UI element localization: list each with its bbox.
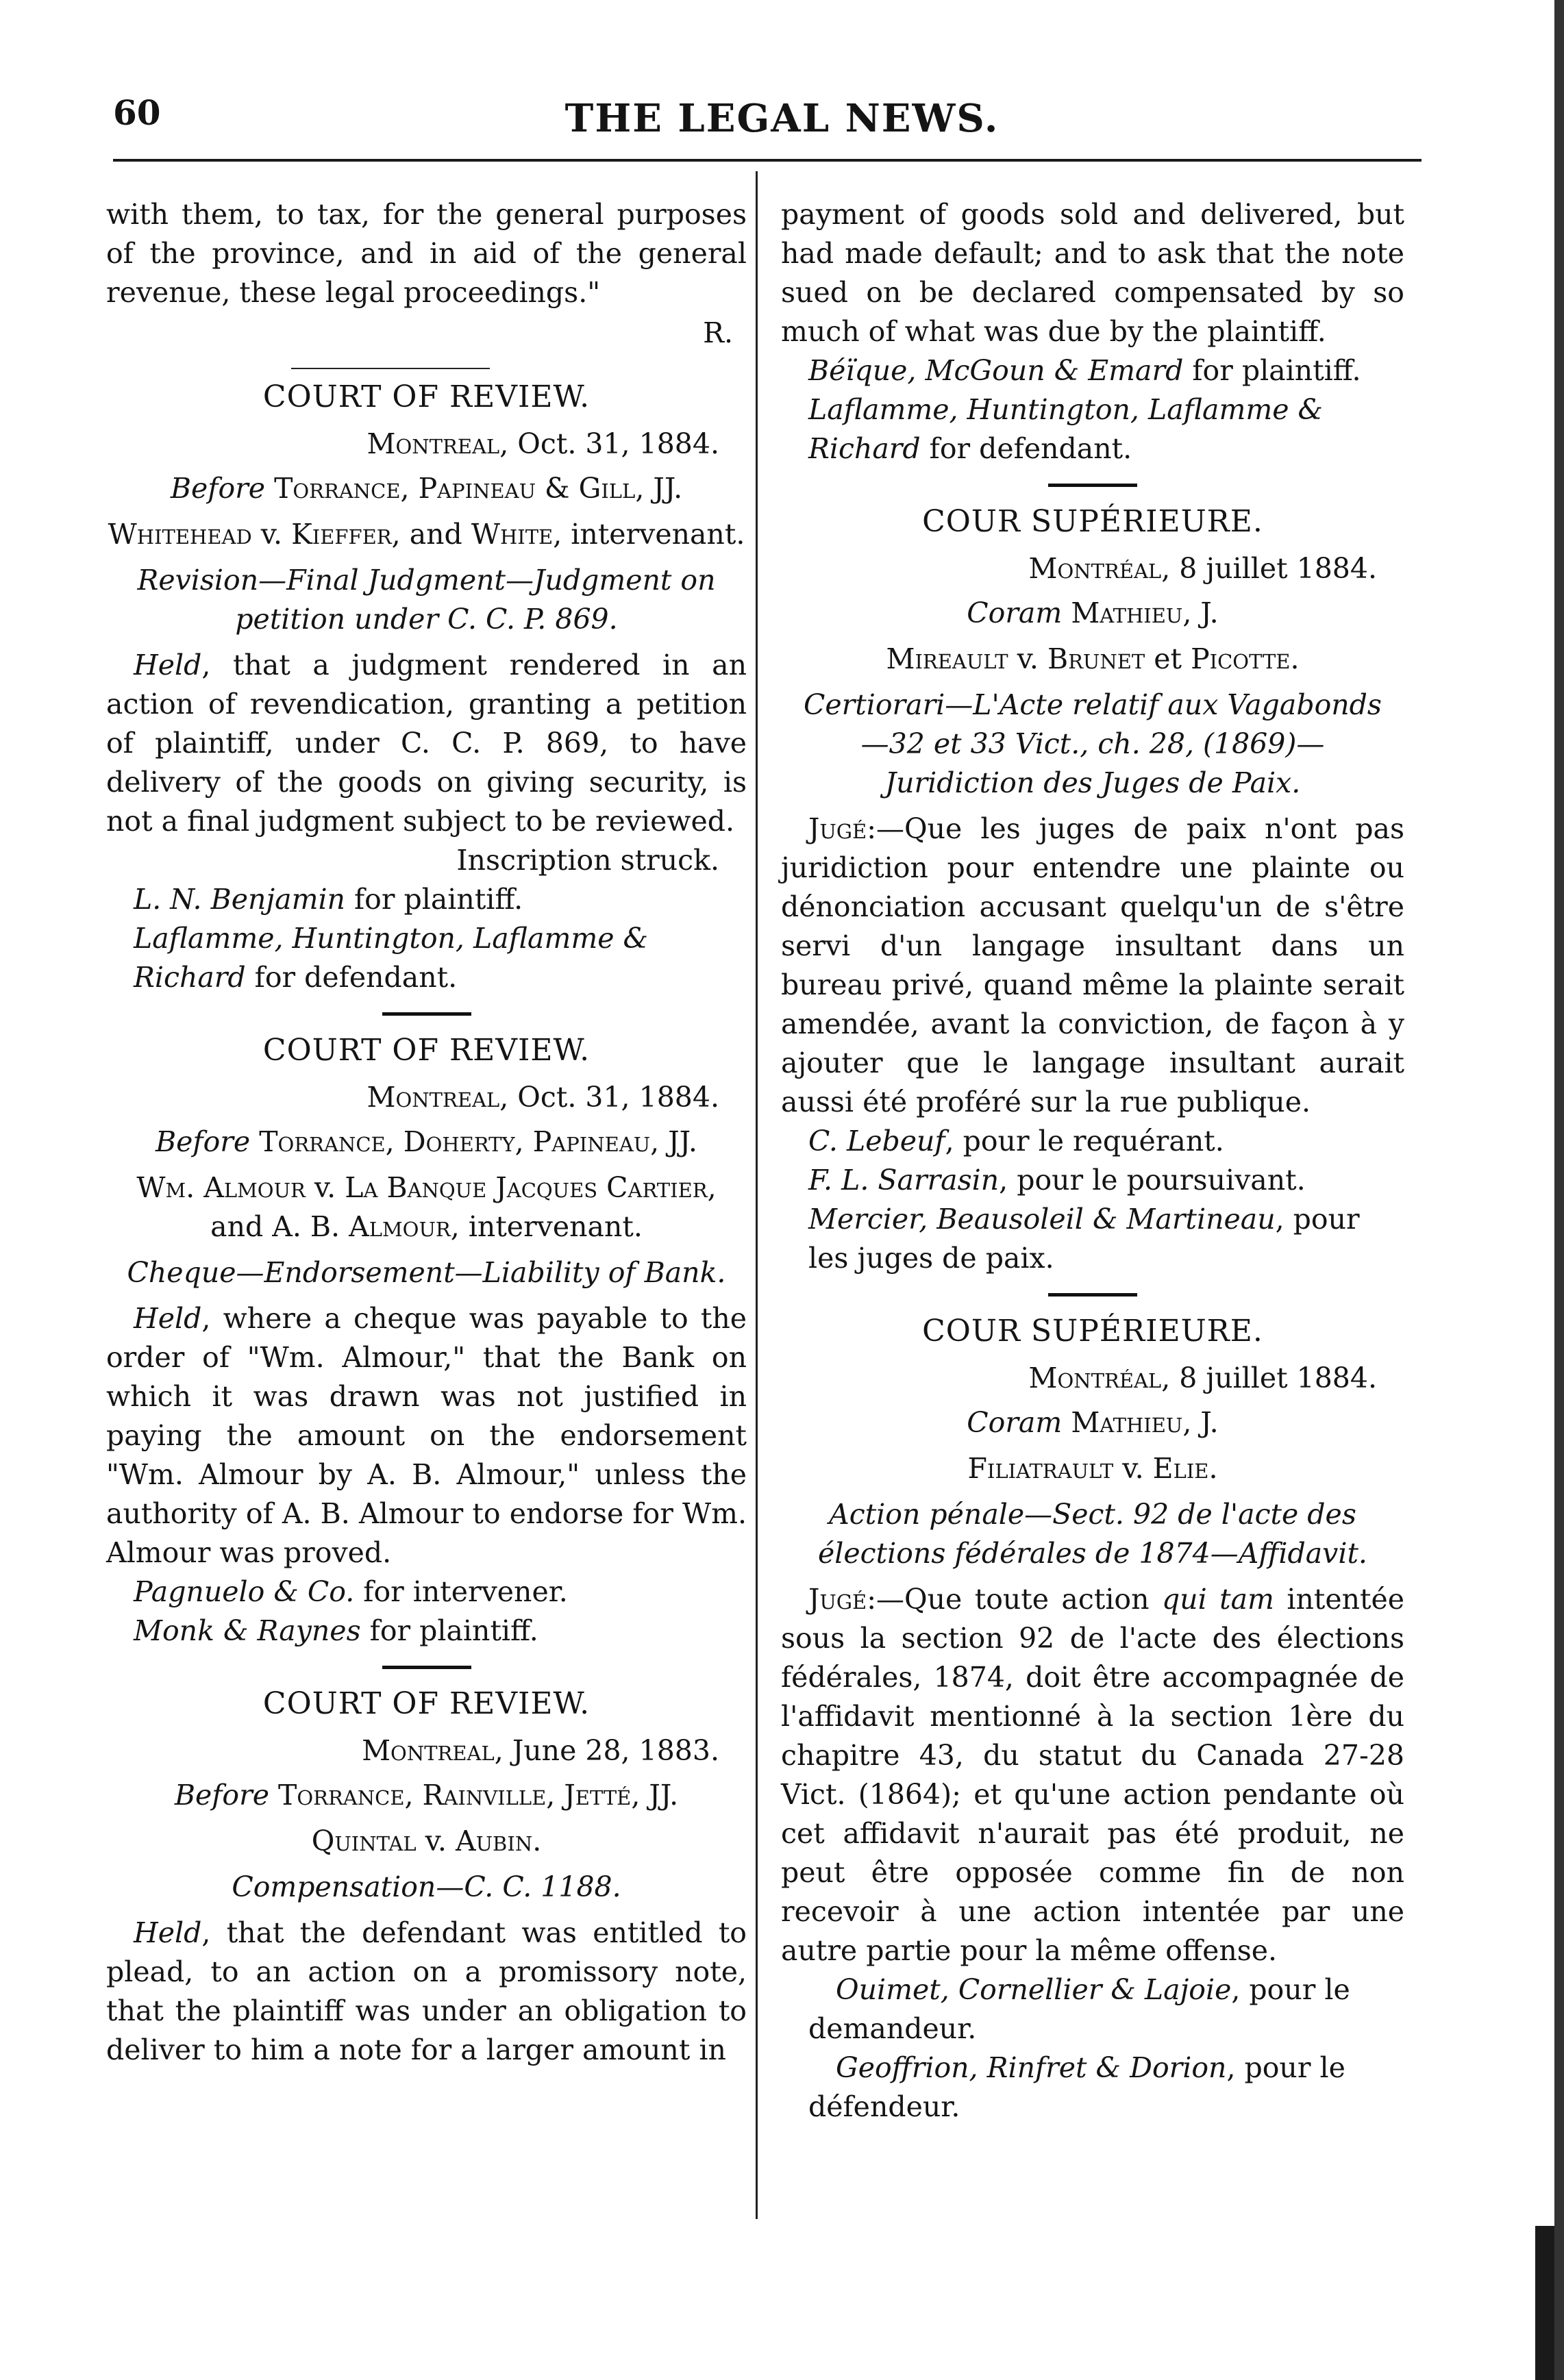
case-parties: Mireault v. Brunet et Picotte. [886, 642, 1300, 675]
counsel-line: C. Lebeuf, pour le requérant. [808, 1125, 1224, 1157]
bench: Before Torrance, Papineau & Gill, JJ. [170, 472, 683, 505]
right-column [781, 195, 1404, 2127]
header-rule [113, 159, 1422, 162]
bench: Coram Mathieu, J. [967, 597, 1219, 629]
dateline: Montréal, 8 juillet 1884. [1028, 1362, 1377, 1394]
case-rubric: Action pénale—Sect. 92 de l'acte des élections fédérales de 1874—Affidavit. [818, 1498, 1367, 1570]
counsel-line: Laflamme, Huntington, Laflamme & Richard for defendant. [808, 393, 1323, 465]
section-rule [382, 1012, 471, 1016]
court-heading: COURT OF REVIEW. [262, 379, 591, 414]
section-rule [291, 368, 490, 369]
page-edge-shadow [1535, 2226, 1554, 2380]
left-column [106, 195, 747, 2070]
counsel-line: Ouimet, Cornellier & Lajoie, pour le demandeur. [808, 1973, 1350, 2045]
section-rule [1048, 484, 1137, 487]
page-number: 60 [113, 92, 161, 133]
column-rule [756, 171, 758, 2219]
counsel-line: Geoffrion, Rinfret & Dorion, pour le défendeur. [808, 2051, 1345, 2123]
case-rubric: Compensation—C. C. 1188. [232, 1870, 621, 1903]
case-parties: Quintal v. Aubin. [311, 1825, 542, 1857]
case-quintal-aubin [106, 1684, 747, 2070]
case-parties: Wm. Almour v. La Banque Jacques Cartier, and A. B. Almour, intervenant. [136, 1171, 717, 1243]
case-rubric: Certiorari—L'Acte relatif aux Vagabonds—32 et 33 Vict., ch. 28, (1869)—Juridiction des Juges de Paix. [804, 688, 1382, 799]
held-paragraph: Held, that the defendant was entitled to plead, to an action on a promissory note, that the plaintiff was under an obligation to deliver to him a note for a larger amount in [106, 1916, 747, 2066]
section-rule [1048, 1293, 1137, 1297]
held-paragraph: Held, that a judgment rendered in an action of revendication, granting a petition of plaintiff, under C. C. P. 869, to have delivery of the goods on giving security, is not a final judgment subject to be reviewed. [106, 649, 747, 838]
counsel-line: Laflamme, Huntington, Laflamme & Richard for defendant. [134, 922, 648, 994]
case-filiatrault-elie [781, 1312, 1404, 2127]
counsel-line: Monk & Raynes for plaintiff. [134, 1614, 538, 1647]
bench: Before Torrance, Rainville, Jetté, JJ. [174, 1779, 679, 1812]
case-parties: Whitehead v. Kieffer, and White, intervenant. [108, 518, 745, 551]
page-edge [1554, 0, 1564, 2380]
section-rule [382, 1666, 471, 1669]
court-heading: COUR SUPÉRIEURE. [922, 504, 1263, 539]
dateline: Montréal, 8 juillet 1884. [1028, 552, 1377, 585]
counsel-line: Béïque, McGoun & Emard for plaintiff. [808, 354, 1361, 387]
case-parties: Filiatrault v. Elie. [967, 1452, 1218, 1485]
bench: Coram Mathieu, J. [967, 1406, 1219, 1439]
case-rubric: Cheque—Endorsement—Liability of Bank. [127, 1256, 726, 1289]
counsel-line: Pagnuelo & Co. for intervener. [134, 1575, 568, 1608]
counsel-line: Mercier, Beausoleil & Martineau, pour les juges de paix. [808, 1203, 1360, 1275]
intro-signature: R. [703, 316, 733, 349]
counsel-line: F. L. Sarrasin, pour le poursuivant. [808, 1164, 1306, 1197]
dateline: Montreal, Oct. 31, 1884. [367, 427, 719, 460]
intro-paragraph: with them, to tax, for the general purposes of the province, and in aid of the general revenue, these legal proceedings." [106, 198, 747, 309]
juge-paragraph: Jugé:—Que toute action qui tam intentée sous la section 92 de l'acte des élections fédérales, 1874, doit être accompagnée de l'affidavit mentionné à la section 1ère du chapitre 43, du statut du Canada 27-28 Vict. (1864); et qu'une action pendante où cet affidavit n'aurait pas été produit, ne peut être opposée comme fin de non recevoir à une action intentée par une autre partie pour la même offense. [781, 1583, 1404, 1967]
counsel-line: L. N. Benjamin for plaintiff. [134, 883, 523, 916]
case-whitehead-kieffer [106, 377, 747, 997]
running-head: THE LEGAL NEWS. [564, 96, 1000, 141]
case-almour-banque [106, 1031, 747, 1651]
continued-paragraph: payment of goods sold and delivered, but had made default; and to ask that the note sued on be declared compensated by so much of what was due by the plaintiff. [781, 198, 1404, 348]
dateline: Montreal, June 28, 1883. [362, 1734, 719, 1767]
case-mireault-brunet [781, 502, 1404, 1278]
held-paragraph: Held, where a cheque was payable to the order of "Wm. Almour," that the Bank on which it was drawn was not justified in paying the amount on the endorsement "Wm. Almour by A. B. Almour," unless the authority of A. B. Almour to endorse for Wm. Almour was proved. [106, 1302, 747, 1569]
court-heading: COUR SUPÉRIEURE. [922, 1314, 1263, 1349]
bench: Before Torrance, Doherty, Papineau, JJ. [156, 1125, 697, 1158]
court-heading: COURT OF REVIEW. [262, 1686, 591, 1721]
case-result: Inscription struck. [456, 844, 719, 877]
dateline: Montreal, Oct. 31, 1884. [367, 1081, 719, 1114]
juge-paragraph: Jugé:—Que les juges de paix n'ont pas juridiction pour entendre une plainte ou dénonciation accusant quelqu'un de s'être servi d'un langage insultant dans un bureau privé, quand même la plainte serait amendée, avant la conviction, de façon à y ajouter que le langage insultant aurait aussi été proféré sur la rue publique. [781, 812, 1404, 1118]
case-rubric: Revision—Final Judgment—Judgment on petition under C. C. P. 869. [137, 564, 716, 636]
court-heading: COURT OF REVIEW. [262, 1033, 591, 1068]
